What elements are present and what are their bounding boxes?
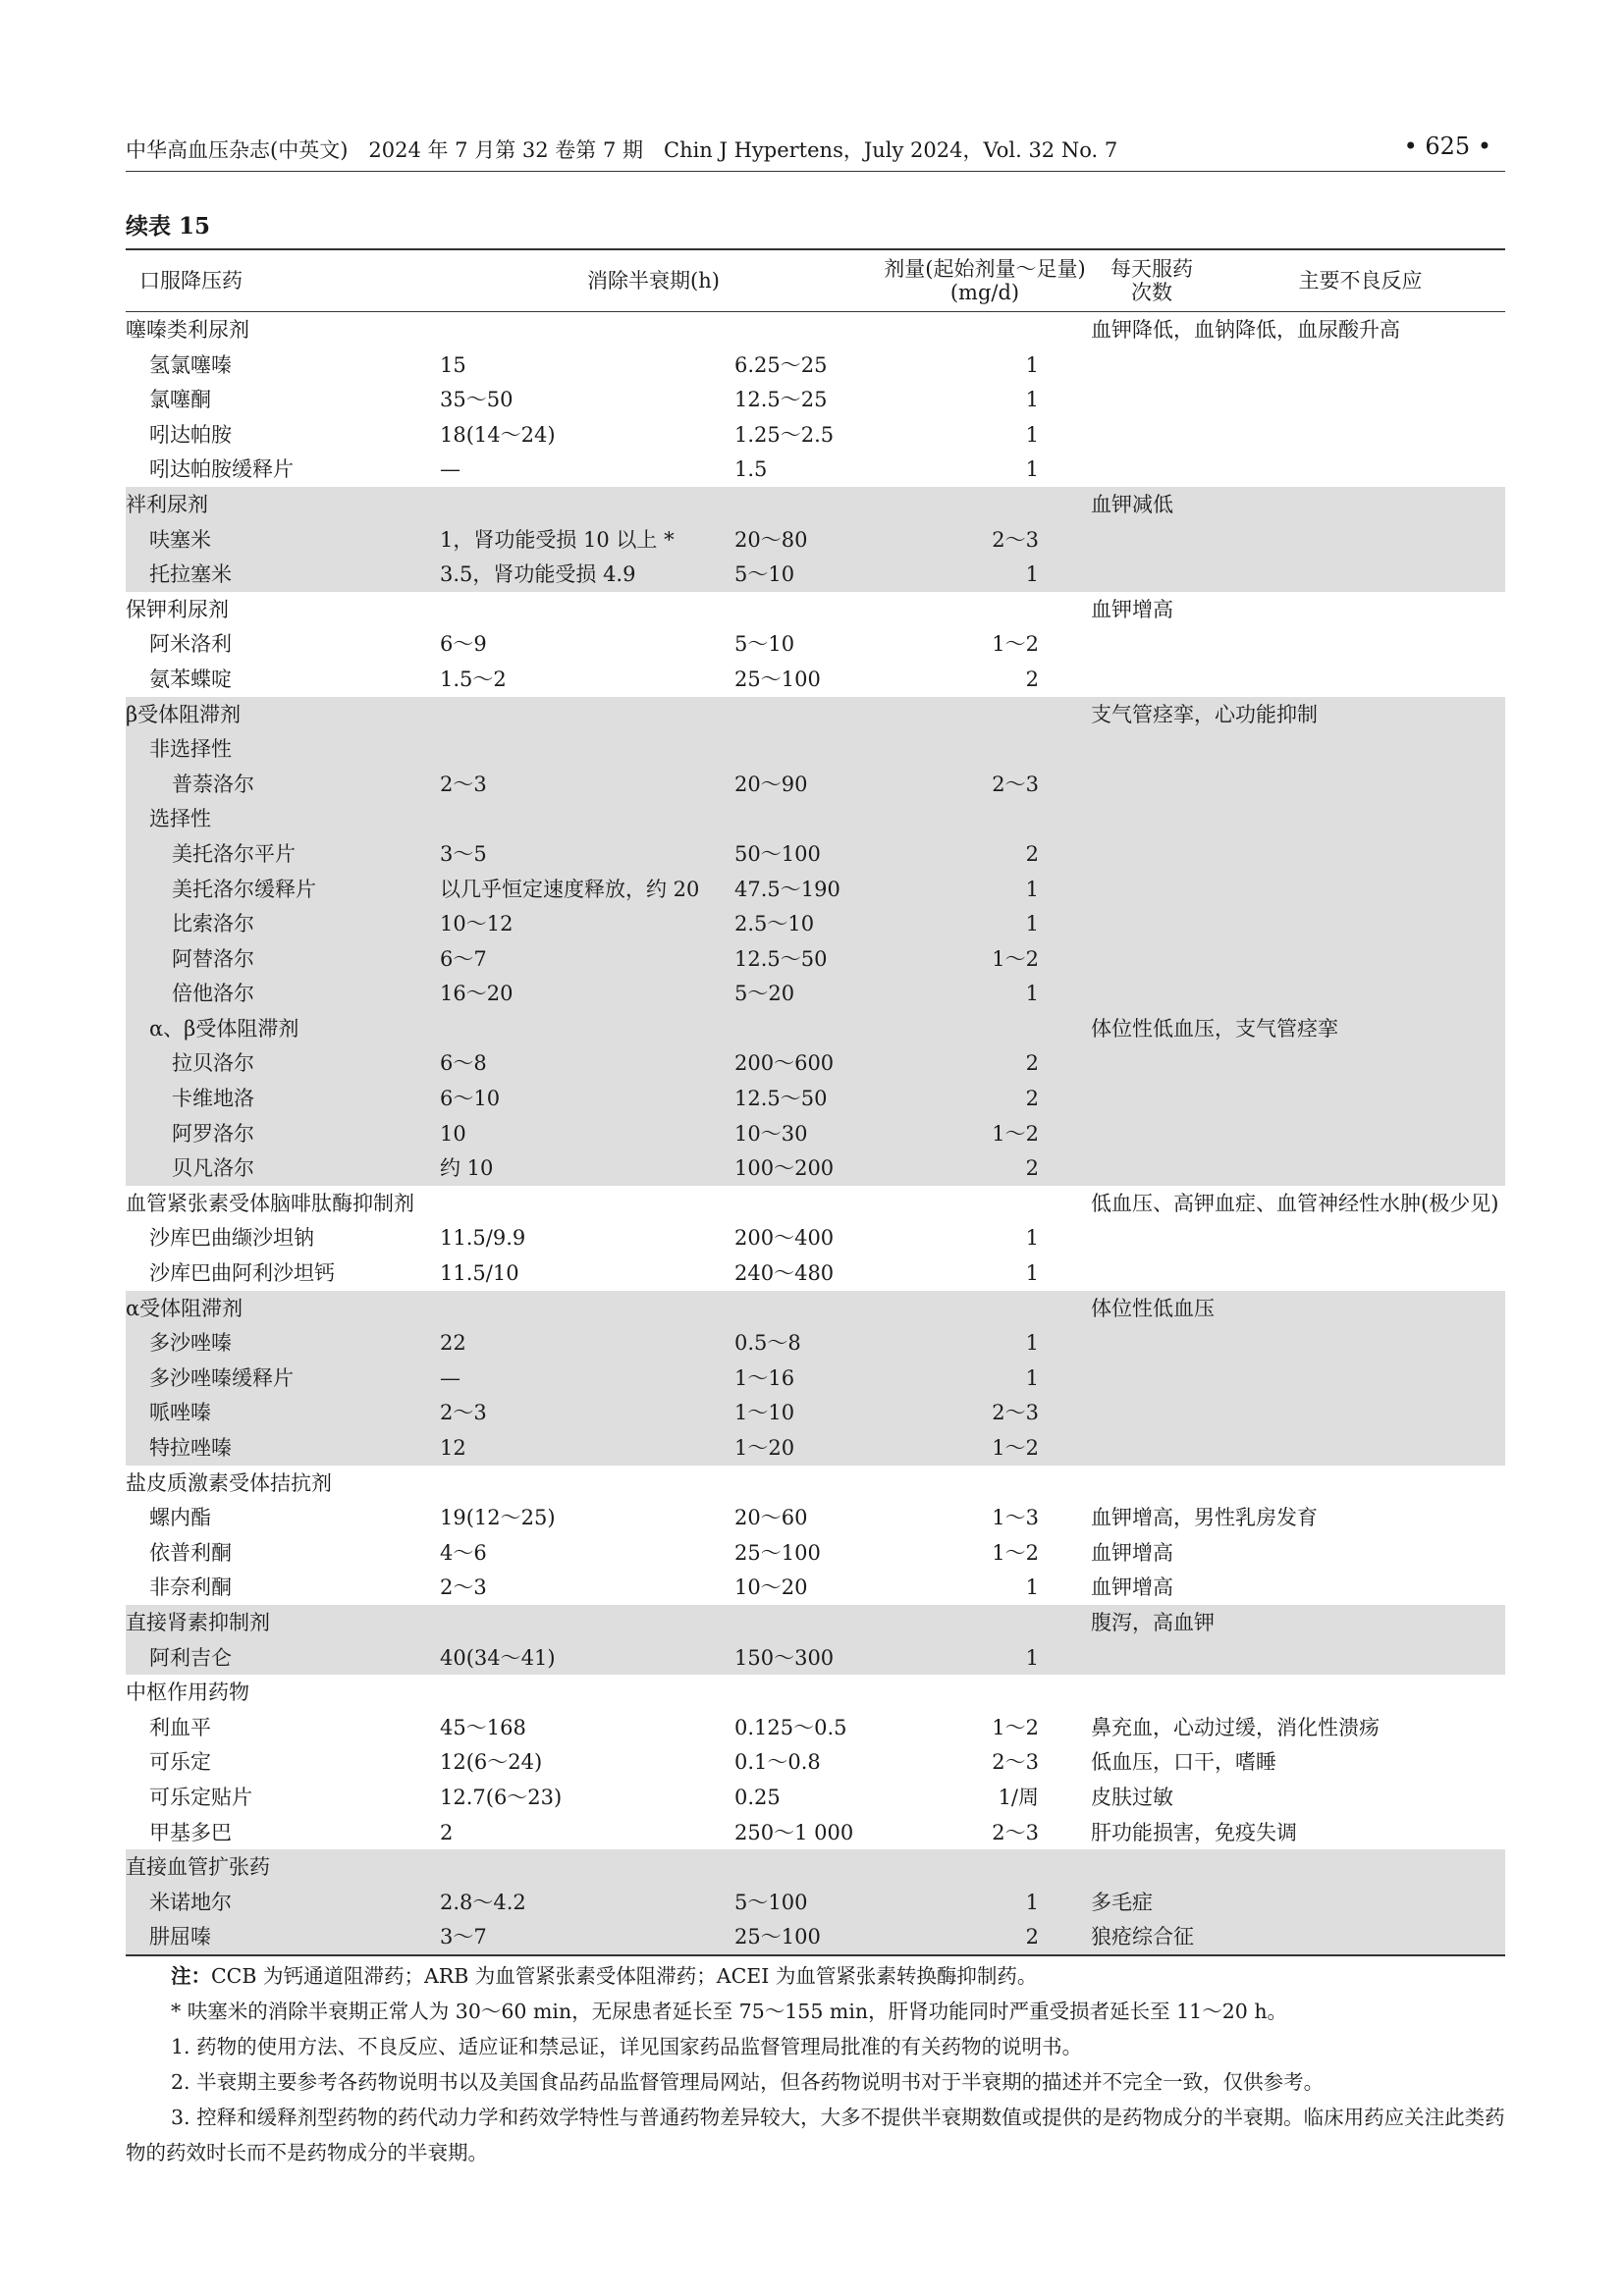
- frequency-cell: 1: [1025, 1645, 1039, 1670]
- drug-name-cell: 阿利吉仑: [149, 1645, 232, 1670]
- table-row: [126, 1640, 1505, 1676]
- dose-cell: 25～100: [734, 667, 821, 691]
- dose-cell: 200～600: [734, 1051, 835, 1076]
- drug-name-cell: 中枢作用药物: [126, 1681, 249, 1705]
- table-row: [126, 347, 1505, 383]
- dose-cell: 0.25: [734, 1785, 781, 1809]
- table-row: [126, 1255, 1505, 1291]
- drug-name-cell: 沙库巴曲缬沙坦钠: [149, 1226, 314, 1251]
- table-row: [126, 941, 1505, 977]
- dose-cell: 50～100: [734, 841, 821, 866]
- half-life-cell: 3.5，肾功能受损 4.9: [440, 562, 636, 587]
- frequency-cell: 1: [1025, 1261, 1039, 1286]
- frequency-cell: 1～2: [992, 1436, 1039, 1460]
- drug-name-cell: 直接血管扩张药: [126, 1855, 270, 1880]
- adverse-reaction-cell: 血钾增高: [1091, 1540, 1173, 1565]
- adverse-reaction-cell: 低血压，口干，嗜睡: [1091, 1750, 1276, 1775]
- dose-cell: 25～100: [734, 1540, 821, 1565]
- drug-name-cell: 阿米洛利: [149, 632, 232, 657]
- table-row: [126, 801, 1505, 836]
- dose-cell: 12.5～50: [734, 946, 828, 971]
- table-row: [126, 626, 1505, 662]
- drug-name-cell: 阿罗洛尔: [172, 1121, 254, 1146]
- half-life-cell: 4～6: [440, 1540, 487, 1565]
- col-header-frequency: [1098, 257, 1206, 304]
- half-life-cell: 12: [440, 1436, 466, 1460]
- drug-name-cell: 美托洛尔平片: [172, 841, 296, 866]
- half-life-cell: 2～3: [440, 1401, 487, 1425]
- note-line: [126, 1958, 1505, 1994]
- dose-cell: 25～100: [734, 1925, 821, 1949]
- adverse-reaction-cell: 血钾增高: [1091, 597, 1173, 621]
- half-life-cell: 1，肾功能受损 10 以上 *: [440, 527, 675, 552]
- frequency-cell: 2～3: [992, 1401, 1039, 1425]
- frequency-cell: 1/周: [998, 1785, 1039, 1809]
- drug-name-cell: 肼屈嗪: [149, 1925, 211, 1949]
- table-row: [126, 836, 1505, 872]
- table-row: [126, 1045, 1505, 1081]
- table-group-row: [126, 1291, 1505, 1326]
- frequency-cell: 1～3: [992, 1506, 1039, 1530]
- drug-name-cell: 血管紧张素受体脑啡肽酶抑制剂: [126, 1191, 414, 1215]
- drug-name-cell: 利血平: [149, 1715, 211, 1739]
- drug-name-cell: 阿替洛尔: [172, 946, 254, 971]
- table-row: [126, 452, 1505, 487]
- frequency-cell: 2～3: [992, 1750, 1039, 1775]
- frequency-cell: 1: [1025, 562, 1039, 587]
- frequency-cell: 1: [1025, 388, 1039, 412]
- table-caption: 续表 15: [126, 213, 211, 240]
- dose-cell: 6.25～25: [734, 352, 828, 377]
- drug-name-cell: 贝凡洛尔: [172, 1156, 254, 1181]
- col-header-dose-unit: (mg/d): [949, 281, 1020, 304]
- table-group-row: [126, 1675, 1505, 1710]
- frequency-cell: 2: [1025, 1156, 1039, 1181]
- adverse-reaction-cell: 鼻充血，心动过缓，消化性溃疡: [1091, 1715, 1380, 1739]
- drug-name-cell: 非选择性: [149, 737, 232, 762]
- table-row: [126, 731, 1505, 767]
- note-abbreviations: CCB 为钙通道阻滞药；ARB 为血管紧张素受体阻滞药；ACEI 为血管紧张素转换酶抑制药。: [211, 1964, 1038, 1988]
- half-life-cell: 2.8～4.2: [440, 1890, 526, 1914]
- adverse-reaction-cell: 肝功能损害，免疫失调: [1091, 1820, 1297, 1844]
- dose-cell: 5～10: [734, 562, 795, 587]
- dose-cell: 12.5～25: [734, 388, 828, 412]
- drug-name-cell: 多沙唑嗪: [149, 1331, 232, 1356]
- drug-name-cell: 选择性: [149, 807, 211, 831]
- half-life-cell: 19(12～25): [440, 1506, 556, 1530]
- frequency-cell: 1: [1025, 422, 1039, 447]
- half-life-cell: 12.7(6～23): [440, 1785, 563, 1809]
- half-life-cell: 6～10: [440, 1087, 501, 1111]
- dose-cell: 10～20: [734, 1575, 808, 1600]
- table-group-row: [126, 1186, 1505, 1221]
- col-header-dose-label: 剂量(起始剂量～足量): [884, 257, 1086, 281]
- half-life-cell: 2～3: [440, 1575, 487, 1600]
- dose-cell: 20～90: [734, 772, 808, 796]
- drug-name-cell: 米诺地尔: [149, 1890, 232, 1914]
- dose-cell: 0.1～0.8: [734, 1750, 821, 1775]
- adverse-reaction-cell: 体位性低血压: [1091, 1296, 1215, 1320]
- adverse-reaction-cell: 血钾减低: [1091, 492, 1173, 516]
- drug-name-cell: 依普利酮: [149, 1540, 232, 1565]
- dose-cell: 240～480: [734, 1261, 835, 1286]
- note-line: 2. 半衰期主要参考各药物说明书以及美国食品药品监督管理局网站，但各药物说明书对于半衰期的描述并不完全一致，仅供参考。: [171, 2070, 1325, 2094]
- adverse-reaction-cell: 体位性低血压，支气管痉挛: [1091, 1016, 1338, 1041]
- dose-cell: 200～400: [734, 1226, 835, 1251]
- table-row: [126, 1500, 1505, 1535]
- table-row: [126, 1815, 1505, 1850]
- adverse-reaction-cell: 血钾增高: [1091, 1575, 1173, 1600]
- dose-cell: 1.5: [734, 457, 768, 482]
- table-row: [126, 557, 1505, 592]
- dose-cell: 47.5～190: [734, 877, 840, 901]
- frequency-cell: 1: [1025, 1890, 1039, 1914]
- table-row: [126, 1150, 1505, 1186]
- frequency-cell: 1: [1025, 1331, 1039, 1356]
- frequency-cell: 1: [1025, 1226, 1039, 1251]
- dose-cell: 20～80: [734, 527, 808, 552]
- note-line: 3. 控释和缓释剂型药物的药代动力学和药效学特性与普通药物差异较大，大多不提供半衰期数值或提供的是药物成分的半衰期。临床用药应关注此类药物的药效时长而不是药物成分的半衰期。: [126, 2106, 1505, 2164]
- drug-name-cell: 美托洛尔缓释片: [172, 877, 316, 901]
- table-row: [126, 1116, 1505, 1151]
- table-row: [126, 1081, 1505, 1116]
- half-life-cell: 11.5/9.9: [440, 1226, 526, 1251]
- dose-cell: 10～30: [734, 1121, 808, 1146]
- drug-name-cell: 袢利尿剂: [126, 492, 208, 516]
- table-row: [126, 1919, 1505, 1954]
- table-notes: [126, 1958, 1505, 2170]
- journal-info: 中华高血压杂志(中英文) 2024 年 7 月第 32 卷第 7 期 Chin J Hypertens，July 2024，Vol. 32 No. 7: [126, 138, 1118, 162]
- table-group-row: [126, 487, 1505, 522]
- drug-name-cell: 保钾利尿剂: [126, 597, 229, 621]
- dose-cell: 5～20: [734, 982, 795, 1006]
- half-life-cell: 40(34～41): [440, 1645, 556, 1670]
- frequency-cell: 1: [1025, 1575, 1039, 1600]
- frequency-cell: 2～3: [992, 772, 1039, 796]
- running-header: [126, 130, 1505, 172]
- half-life-cell: 10～12: [440, 912, 514, 936]
- adverse-reaction-cell: 低血压、高钾血症、血管神经性水肿(极少见): [1091, 1191, 1499, 1215]
- drug-name-cell: 吲达帕胺: [149, 422, 232, 447]
- drug-name-cell: 吲达帕胺缓释片: [149, 457, 294, 482]
- dose-cell: 5～100: [734, 1890, 808, 1914]
- drug-name-cell: 可乐定贴片: [149, 1785, 252, 1809]
- note-label: 注：: [171, 1964, 211, 1988]
- half-life-cell: 6～9: [440, 632, 487, 657]
- frequency-cell: 1: [1025, 457, 1039, 482]
- frequency-cell: 2: [1025, 841, 1039, 866]
- drug-name-cell: 直接肾素抑制剂: [126, 1610, 270, 1634]
- half-life-cell: 6～7: [440, 946, 487, 971]
- adverse-reaction-cell: 血钾降低，血钠降低，血尿酸升高: [1091, 318, 1400, 342]
- table-row: [126, 1220, 1505, 1255]
- adverse-reaction-cell: 多毛症: [1091, 1890, 1153, 1914]
- table-header: [126, 250, 1505, 312]
- table-row: [126, 1361, 1505, 1396]
- half-life-cell: 3～7: [440, 1925, 487, 1949]
- frequency-cell: 1～2: [992, 632, 1039, 657]
- drug-name-cell: 噻嗪类利尿剂: [126, 318, 249, 342]
- adverse-reaction-cell: 狼疮综合征: [1091, 1925, 1194, 1949]
- table-group-row: [126, 1849, 1505, 1885]
- drug-table: [126, 248, 1505, 1956]
- col-header-frequency-line1: 每天服药: [1110, 257, 1193, 281]
- table-row: [126, 1570, 1505, 1605]
- half-life-cell: 3～5: [440, 841, 487, 866]
- table-row: [126, 1325, 1505, 1361]
- drug-name-cell: α、β受体阻滞剂: [149, 1016, 299, 1041]
- drug-name-cell: 非奈利酮: [149, 1575, 232, 1600]
- dose-cell: 0.125～0.5: [734, 1715, 847, 1739]
- table-row: [126, 1885, 1505, 1920]
- drug-name-cell: 特拉唑嗪: [149, 1436, 232, 1460]
- table-row: [126, 767, 1505, 802]
- drug-name-cell: 呋塞米: [149, 527, 211, 552]
- drug-name-cell: 盐皮质激素受体拮抗剂: [126, 1470, 332, 1495]
- dose-cell: 100～200: [734, 1156, 835, 1181]
- frequency-cell: 2～3: [992, 527, 1039, 552]
- adverse-reaction-cell: 血钾增高，男性乳房发育: [1091, 1506, 1318, 1530]
- dose-cell: 12.5～50: [734, 1087, 828, 1111]
- frequency-cell: 1: [1025, 352, 1039, 377]
- table-row: [126, 906, 1505, 941]
- table-group-row: [126, 312, 1505, 347]
- frequency-cell: 1: [1025, 982, 1039, 1006]
- half-life-cell: 1.5～2: [440, 667, 507, 691]
- half-life-cell: 10: [440, 1121, 466, 1146]
- table-row: [126, 872, 1505, 907]
- half-life-cell: 15: [440, 352, 466, 377]
- drug-name-cell: 比索洛尔: [172, 912, 254, 936]
- table-body: [126, 312, 1505, 1954]
- half-life-cell: 6～8: [440, 1051, 487, 1076]
- table-group-row: [126, 697, 1505, 732]
- table-row: [126, 1710, 1505, 1745]
- drug-name-cell: 多沙唑嗪缓释片: [149, 1365, 294, 1390]
- table-row: [126, 1430, 1505, 1466]
- half-life-cell: 22: [440, 1331, 466, 1356]
- half-life-cell: 以几乎恒定速度释放，约 20: [440, 877, 700, 901]
- frequency-cell: 2～3: [992, 1820, 1039, 1844]
- table-row: [126, 1744, 1505, 1780]
- half-life-cell: 18(14～24): [440, 422, 556, 447]
- frequency-cell: 1～2: [992, 946, 1039, 971]
- table-row: [126, 417, 1505, 453]
- table-row: [126, 1011, 1505, 1046]
- half-life-cell: 35～50: [440, 388, 514, 412]
- half-life-cell: —: [440, 457, 460, 482]
- frequency-cell: 2: [1025, 1925, 1039, 1949]
- drug-name-cell: 沙库巴曲阿利沙坦钙: [149, 1261, 335, 1286]
- drug-name-cell: α受体阻滞剂: [126, 1296, 244, 1320]
- dose-cell: 1～20: [734, 1436, 795, 1460]
- dose-cell: 1.25～2.5: [734, 422, 835, 447]
- table-row: [126, 662, 1505, 697]
- frequency-cell: 1: [1025, 912, 1039, 936]
- drug-name-cell: 螺内酯: [149, 1506, 211, 1530]
- table-group-row: [126, 1605, 1505, 1640]
- drug-name-cell: 可乐定: [149, 1750, 211, 1775]
- frequency-cell: 1: [1025, 877, 1039, 901]
- frequency-cell: 2: [1025, 1051, 1039, 1076]
- frequency-cell: 2: [1025, 1087, 1039, 1111]
- table-row: [126, 1535, 1505, 1571]
- frequency-cell: 1: [1025, 1365, 1039, 1390]
- dose-cell: 0.5～8: [734, 1331, 801, 1356]
- dose-cell: 1～10: [734, 1401, 795, 1425]
- drug-name-cell: 甲基多巴: [149, 1820, 232, 1844]
- frequency-cell: 2: [1025, 667, 1039, 691]
- dose-cell: 5～10: [734, 632, 795, 657]
- col-header-adverse: 主要不良反应: [1298, 269, 1423, 293]
- dose-cell: 2.5～10: [734, 912, 815, 936]
- col-header-half-life: 消除半衰期(h): [587, 269, 720, 293]
- table-row: [126, 1780, 1505, 1815]
- table-group-row: [126, 1466, 1505, 1501]
- table-row: [126, 976, 1505, 1011]
- dose-cell: 150～300: [734, 1645, 835, 1670]
- page-number: • 625 •: [1403, 133, 1491, 160]
- half-life-cell: 11.5/10: [440, 1261, 519, 1286]
- half-life-cell: 45～168: [440, 1715, 526, 1739]
- adverse-reaction-cell: 腹泻，高血钾: [1091, 1610, 1215, 1634]
- half-life-cell: 16～20: [440, 982, 514, 1006]
- drug-name-cell: 卡维地洛: [172, 1087, 254, 1111]
- dose-cell: 250～1 000: [734, 1820, 854, 1844]
- drug-name-cell: 拉贝洛尔: [172, 1051, 254, 1076]
- drug-name-cell: 氯噻酮: [149, 388, 211, 412]
- drug-name-cell: 托拉塞米: [149, 562, 232, 587]
- half-life-cell: 12(6～24): [440, 1750, 543, 1775]
- drug-name-cell: 普萘洛尔: [172, 772, 254, 796]
- dose-cell: 1～16: [734, 1365, 795, 1390]
- half-life-cell: 2～3: [440, 772, 487, 796]
- adverse-reaction-cell: 皮肤过敏: [1091, 1785, 1173, 1809]
- drug-name-cell: β受体阻滞剂: [126, 702, 242, 726]
- col-header-dose: [867, 257, 1103, 304]
- table-row: [126, 1395, 1505, 1430]
- adverse-reaction-cell: 支气管痉挛，心功能抑制: [1091, 702, 1318, 726]
- frequency-cell: 1～2: [992, 1121, 1039, 1146]
- frequency-cell: 1～2: [992, 1540, 1039, 1565]
- note-line: * 呋塞米的消除半衰期正常人为 30～60 min，无尿患者延长至 75～155 min，肝肾功能同时严重受损者延长至 11～20 h。: [171, 2000, 1288, 2023]
- half-life-cell: —: [440, 1365, 460, 1390]
- table-group-row: [126, 592, 1505, 627]
- col-header-frequency-line2: 次数: [1131, 281, 1172, 304]
- frequency-cell: 1～2: [992, 1715, 1039, 1739]
- half-life-cell: 2: [440, 1820, 454, 1844]
- drug-name-cell: 倍他洛尔: [172, 982, 254, 1006]
- dose-cell: 20～60: [734, 1506, 808, 1530]
- table-row: [126, 382, 1505, 417]
- drug-name-cell: 哌唑嗪: [149, 1401, 211, 1425]
- drug-name-cell: 氢氯噻嗪: [149, 352, 232, 377]
- note-line: 1. 药物的使用方法、不良反应、适应证和禁忌证，详见国家药品监督管理局批准的有关药物的说明书。: [171, 2035, 1083, 2058]
- col-header-drug: 口服降压药: [139, 269, 243, 293]
- half-life-cell: 约 10: [440, 1156, 494, 1181]
- drug-name-cell: 氨苯蝶啶: [149, 667, 232, 691]
- table-row: [126, 522, 1505, 558]
